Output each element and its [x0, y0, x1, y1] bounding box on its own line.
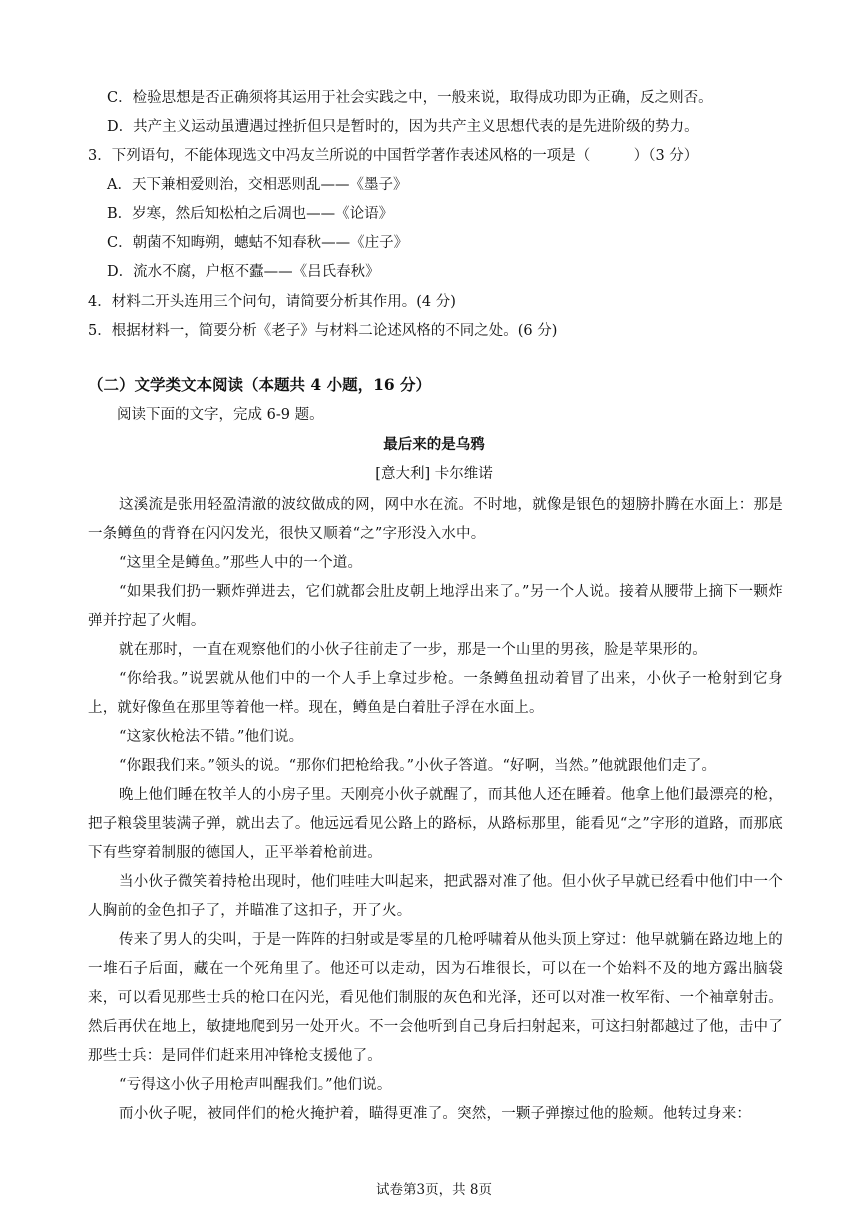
paragraph-9: 当小伙子微笑着持枪出现时，他们哇哇大叫起来，把武器对准了他。但小伙子早就已经看中他们中一个人胸前的金色扣子了，并瞄准了这扣子，开了火。: [88, 874, 783, 919]
paragraph-6: “这家伙枪法不错。”他们说。: [119, 729, 304, 745]
paragraph-1: 这溪流是张用轻盈清澈的波纹做成的网，网中水在流。不时地，就像是银色的翅膀扑腾在水面上：那是一条鳟鱼的背脊在闪闪发光，很快又顺着“之”字形没入水中。: [88, 497, 783, 542]
paragraph-7: “你跟我们来。”领头的说。“那你们把枪给我。”小伙子答道。“好啊，当然。”他就跟他们走了。: [119, 758, 717, 774]
question-4: 4．材料二开头连用三个问句，请简要分析其作用。(4 分): [88, 294, 456, 310]
q3-option-b: B．岁寒，然后知松柏之后凋也——《论语》: [107, 206, 394, 222]
q2-option-d: D．共产主义运动虽遭遇过挫折但只是暂时的，因为共产主义思想代表的是先进阶级的势力。: [107, 119, 699, 135]
paragraph-11: “亏得这小伙子用枪声叫醒我们。”他们说。: [119, 1077, 392, 1093]
q3-option-a: A．天下兼相爱则治，交相恶则乱——《墨子》: [107, 177, 408, 193]
section-heading: （二）文学类文本阅读（本题共 4 小题，16 分）: [88, 375, 432, 394]
q3-option-d: D．流水不腐，户枢不蠹——《吕氏春秋》: [107, 264, 380, 280]
question-5: 5．根据材料一，简要分析《老子》与材料二论述风格的不同之处。(6 分): [88, 323, 558, 339]
paragraph-5: “你给我。”说罢就从他们中的一个人手上拿过步枪。一条鳟鱼扭动着冒了出来，小伙子一枪射到它身上，就好像鱼在那里等着他一样。现在，鳟鱼是白着肚子浮在水面上。: [88, 671, 783, 716]
paragraph-2: “这里全是鳟鱼。”那些人中的一个道。: [119, 555, 363, 571]
story-title: 最后来的是乌鸦: [383, 436, 485, 453]
paragraph-8: 晚上他们睡在牧羊人的小房子里。天刚亮小伙子就醒了，而其他人还在睡着。他拿上他们最漂亮的枪，把子粮袋里装满子弹，就出去了。他远远看见公路上的路标，从路标那里，能看见“之”字形的道路，而那底下有些穿着制服的德国人，正平举着枪前进。: [88, 787, 783, 861]
paragraph-10: 传来了男人的尖叫，于是一阵阵的扫射或是零星的几枪呼啸着从他头顶上穿过：他早就躺在路边地上的一堆石子后面，藏在一个死角里了。他还可以走动，因为石堆很长，可以在一个始料不及的地方露出脑袋来，可以看见那些士兵的枪口在闪光，看见他们制服的灰色和光泽，还可以对准一枚军衔、一个袖章射击。然后再伏在地上，敏捷地爬到另一处开火。不一会他听到自己身后扫射起来，可这扫射都越过了他，击中了那些士兵：是同伴们赶来用冲锋枪支援他了。: [88, 932, 783, 1064]
story-author: [意大利] 卡尔维诺: [375, 466, 493, 482]
q3-stem: 3．下列语句，不能体现选文中冯友兰所说的中国哲学著作表述风格的一项是（ ）（3 分）: [88, 148, 699, 164]
q2-option-c: C．检验思想是否正确须将其运用于社会实践之中，一般来说，取得成功即为正确，反之则否。: [107, 90, 713, 106]
paragraph-3: “如果我们扔一颗炸弹进去，它们就都会肚皮朝上地浮出来了。”另一个人说。接着从腰带上摘下一颗炸弹并拧起了火帽。: [88, 584, 783, 629]
section-instruction: 阅读下面的文字，完成 6-9 题。: [117, 407, 324, 423]
page-footer: 试卷第3页，共 8页: [376, 1182, 492, 1198]
paragraph-12: 而小伙子呢，被同伴们的枪火掩护着，瞄得更准了。突然，一颗子弹擦过他的脸颊。他转过身来：: [119, 1106, 752, 1122]
q3-option-c: C．朝菌不知晦朔，蟪蛄不知春秋——《庄子》: [107, 235, 409, 251]
paragraph-4: 就在那时，一直在观察他们的小伙子往前走了一步，那是一个山里的男孩，脸是苹果形的。: [119, 642, 707, 658]
